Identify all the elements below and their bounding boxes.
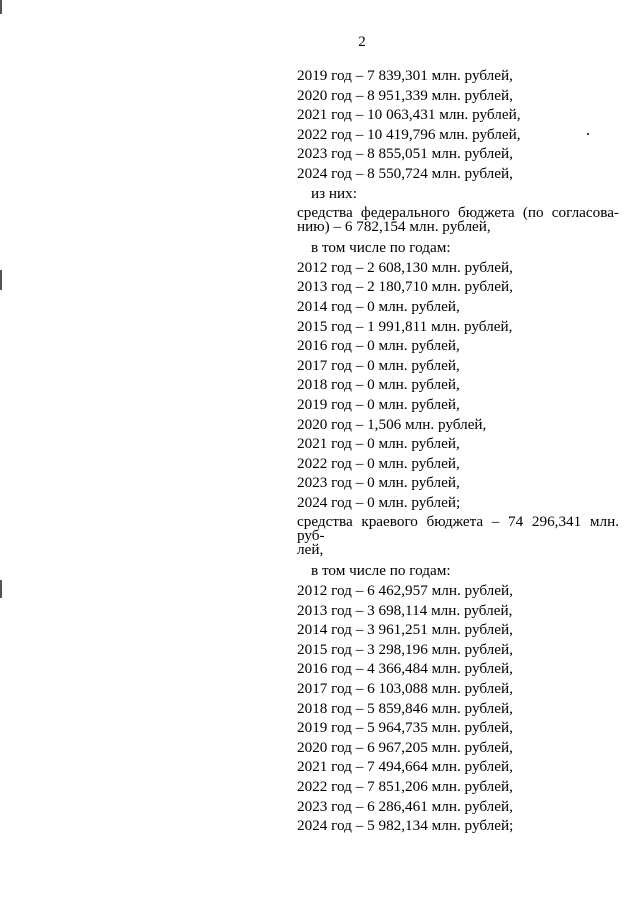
year-line: 2024 год – 8 550,724 млн. рублей, — [297, 164, 513, 182]
regional-budget-line2: лей, — [297, 541, 324, 559]
federal-years-list — [297, 258, 619, 513]
scan-edge-mark — [0, 270, 2, 290]
year-line: 2016 год – 4 366,484 млн. рублей, — [297, 660, 513, 678]
year-line: 2017 год – 6 103,088 млн. рублей, — [297, 680, 513, 698]
year-line: 2020 год – 6 967,205 млн. рублей, — [297, 738, 513, 756]
year-line: 2012 год – 6 462,957 млн. рублей, — [297, 582, 513, 600]
year-line: 2019 год – 5 964,735 млн. рублей, — [297, 719, 513, 737]
year-line: 2024 год – 0 млн. рублей; — [297, 493, 461, 511]
year-line: 2020 год – 8 951,339 млн. рублей, — [297, 86, 513, 104]
federal-budget-paragraph — [297, 206, 619, 234]
year-line: 2022 год – 10 419,796 млн. рублей, — [297, 125, 521, 143]
year-line: 2018 год – 0 млн. рублей, — [297, 376, 460, 394]
year-line: 2022 год – 7 851,206 млн. рублей, — [297, 778, 513, 795]
year-line: 2013 год – 2 180,710 млн. рублей, — [297, 278, 513, 296]
year-line: 2012 год – 2 608,130 млн. рублей, — [297, 258, 513, 276]
federal-budget-line2: нию) – 6 782,154 млн. рублей, — [297, 218, 491, 236]
regional-years-list — [297, 581, 619, 836]
year-line: 2023 год – 8 855,051 млн. рублей, — [297, 145, 513, 163]
year-line: 2024 год – 5 982,134 млн. рублей; — [297, 817, 514, 835]
document-body — [297, 66, 619, 836]
of-them-label: из них: — [311, 184, 357, 202]
year-line: 2023 год – 6 286,461 млн. рублей, — [297, 797, 513, 815]
regional-budget-line1: средства краевого бюджета – 74 296,341 млн. руб- — [297, 513, 619, 545]
page-number: 2 — [358, 34, 366, 50]
year-line: 2021 год – 7 494,664 млн. рублей, — [297, 758, 513, 776]
year-line: 2021 год – 10 063,431 млн. рублей, — [297, 106, 521, 124]
year-line: 2016 год – 0 млн. рублей, — [297, 337, 460, 355]
scan-edge-mark — [0, 580, 2, 598]
year-line: 2019 год – 0 млн. рублей, — [297, 395, 460, 413]
year-line: 2013 год – 3 698,114 млн. рублей, — [297, 601, 513, 619]
year-line: 2023 год – 0 млн. рублей, — [297, 474, 460, 492]
totals-by-year-list — [297, 66, 619, 184]
year-line: 2018 год – 5 859,846 млн. рублей, — [297, 699, 513, 717]
year-line: 2022 год – 0 млн. рублей, — [297, 454, 460, 472]
year-line: 2015 год – 3 298,196 млн. рублей, — [297, 640, 513, 658]
scan-edge-mark — [0, 0, 2, 14]
regional-budget-paragraph — [297, 515, 619, 557]
federal-by-years-label: в том числе по годам: — [311, 239, 451, 257]
year-line: 2020 год – 1,506 млн. рублей, — [297, 415, 487, 433]
year-line: 2021 год – 0 млн. рублей, — [297, 435, 460, 453]
regional-by-years-label: в том числе по годам: — [311, 562, 451, 580]
federal-budget-line1: средства федерального бюджета (по согласова- — [297, 204, 619, 222]
year-line: 2019 год – 7 839,301 млн. рублей, — [297, 67, 513, 84]
year-line: 2017 год – 0 млн. рублей, — [297, 356, 460, 374]
year-line: 2015 год – 1 991,811 млн. рублей, — [297, 317, 513, 335]
year-line: 2014 год – 0 млн. рублей, — [297, 297, 460, 315]
year-line: 2014 год – 3 961,251 млн. рублей, — [297, 621, 513, 639]
